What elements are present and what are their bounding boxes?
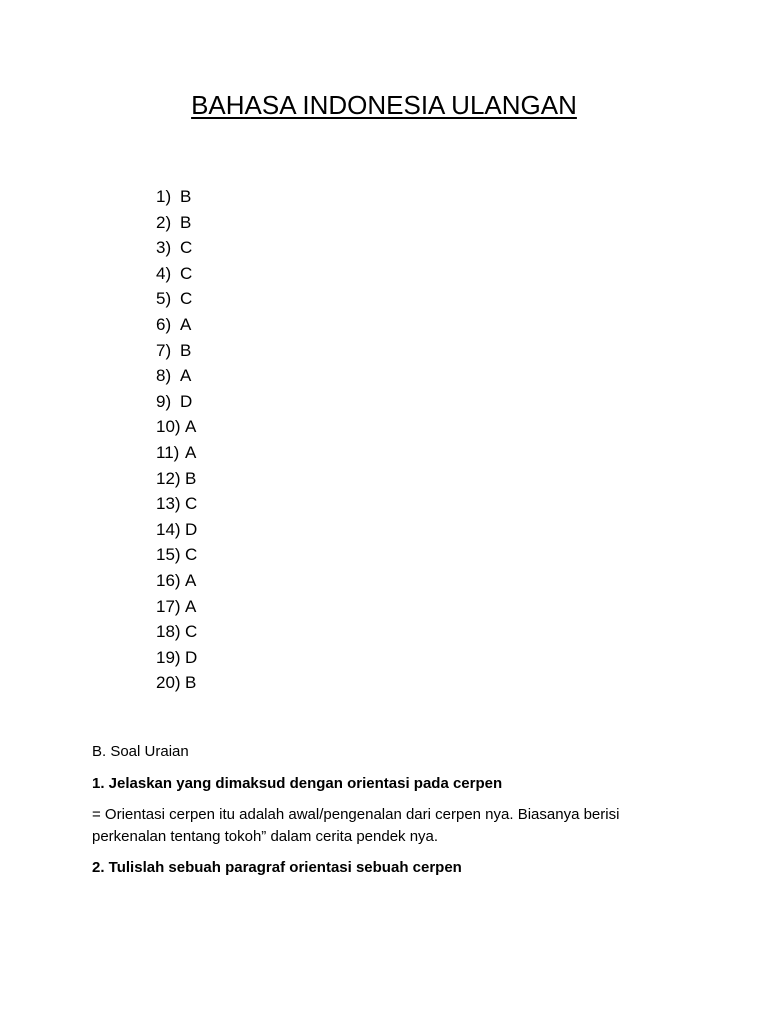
question-2: 2. Tulislah sebuah paragraf orientasi sebuah cerpen [92,859,462,876]
answer-number: 17) [156,596,181,616]
answer-number: 14) [156,519,181,539]
answer-item [156,363,197,389]
answer-item [156,184,197,210]
answer-number: 6) [156,314,172,334]
answer-number: 2) [156,212,172,232]
answer-1 [92,804,692,848]
answer-letter: B [180,187,192,206]
answer-item [156,619,197,645]
answer-item [156,645,197,671]
answer-letter: A [180,366,192,386]
answer-number: 3) [156,238,172,258]
essay-section [92,742,692,888]
answer-letter: B [185,468,197,488]
section-heading: B. Soal Uraian [92,743,189,760]
answer-item [156,261,197,287]
answer-letter: A [185,442,197,462]
answer-letter: D [185,519,198,539]
answer-number: 4) [156,263,172,283]
answer-item [156,594,197,620]
answer-number: 18) [156,622,181,642]
answer-number: 9) [156,391,172,411]
answer-item [156,210,197,236]
answer-item [156,466,197,492]
answer-number: 13) [156,494,181,514]
answer-letter: C [185,545,198,565]
answer-letter: C [185,622,198,642]
answer-item [156,670,197,696]
answer-number: 8) [156,366,172,386]
answer-1-line-1: = Orientasi cerpen itu adalah awal/pengenalan dari cerpen nya. Biasanya berisi [92,806,620,823]
answer-item [156,389,197,415]
answer-item [156,491,197,517]
question-1: 1. Jelaskan yang dimaksud dengan orientasi pada cerpen [92,775,503,792]
page-title-text: BAHASA INDONESIA ULANGAN [191,90,577,120]
answer-list [156,184,197,696]
answer-item [156,414,197,440]
answer-number: 12) [156,468,181,488]
answer-item [156,235,197,261]
answer-letter: C [180,289,193,309]
answer-letter: A [180,314,192,334]
answer-letter: B [185,673,197,693]
answer-letter: A [185,417,197,437]
answer-item [156,568,197,594]
answer-letter: C [180,263,193,283]
answer-letter: B [180,212,192,232]
answer-number: 19) [156,647,181,667]
page-title [0,88,768,122]
answer-number: 1) [156,187,172,206]
answer-item [156,440,197,466]
answer-letter: A [185,570,197,590]
answer-letter: A [185,596,197,616]
answer-item [156,517,197,543]
answer-number: 11) [156,442,180,462]
answer-letter: D [180,391,193,411]
answer-item [156,338,197,364]
answer-1-line-2: perkenalan tentang tokoh” dalam cerita pendek nya. [92,828,439,845]
answer-number: 5) [156,289,172,309]
answer-number: 15) [156,545,181,565]
answer-item [156,542,197,568]
answer-number: 7) [156,340,172,360]
answer-number: 16) [156,570,181,590]
answer-letter: C [185,494,198,514]
answer-number: 20) [156,673,181,693]
answer-letter: D [185,647,198,667]
answer-item [156,286,197,312]
answer-letter: C [180,238,193,258]
answer-letter: B [180,340,192,360]
answer-item [156,312,197,338]
answer-number: 10) [156,417,181,437]
